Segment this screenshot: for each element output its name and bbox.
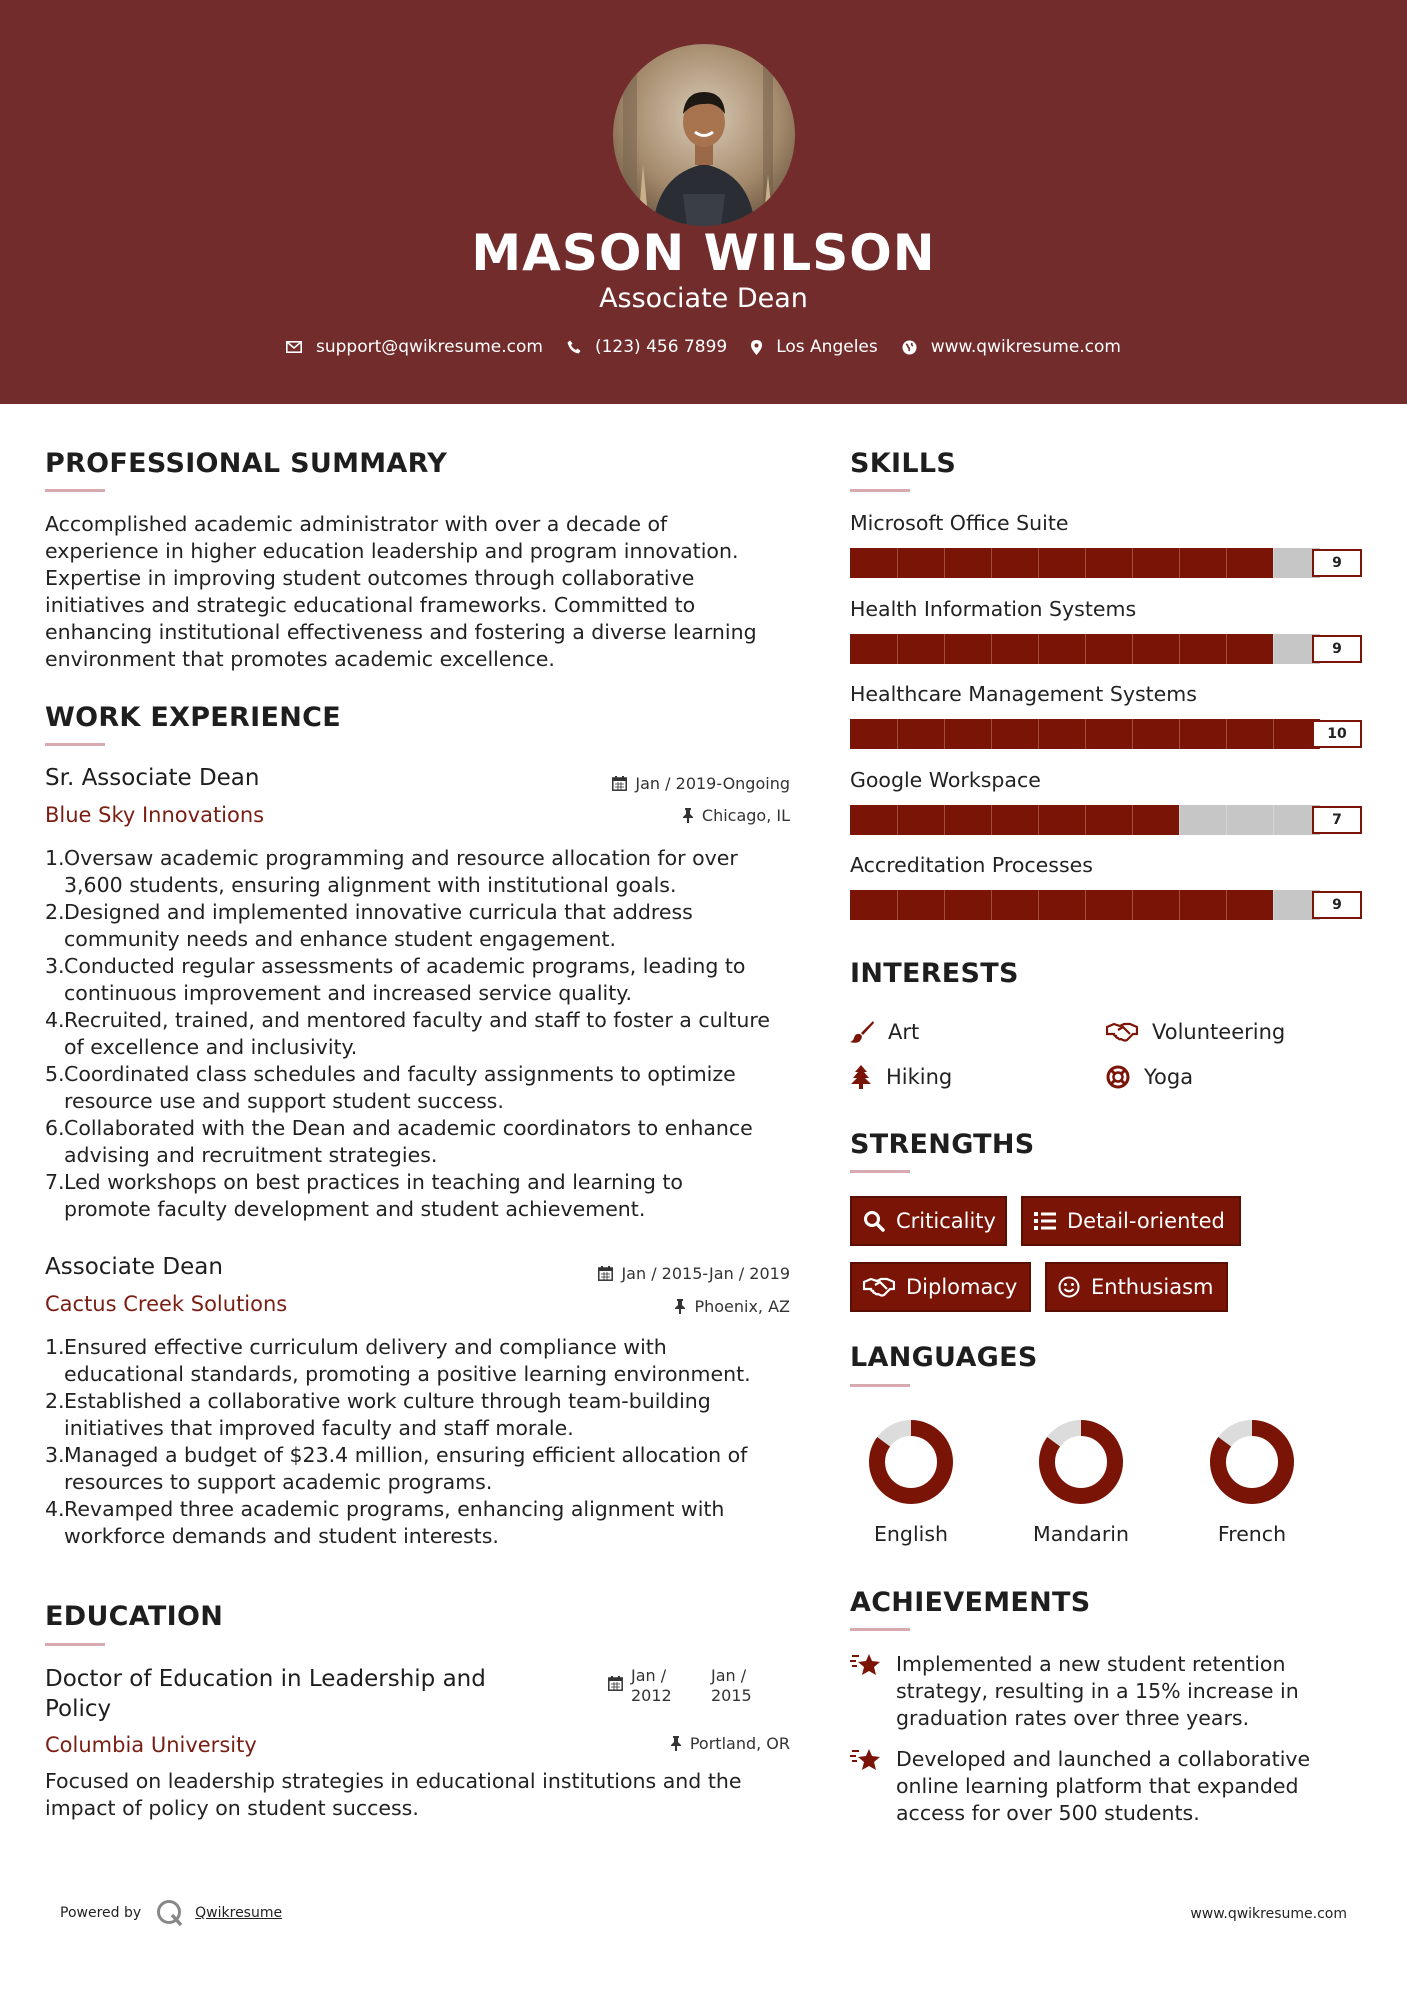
- list-line: Established a collaborative work culture through team-building: [64, 1389, 711, 1413]
- summary-line: Expertise in improving student outcomes through collaborative: [45, 566, 695, 590]
- paintbrush-icon: [850, 1020, 874, 1044]
- skill-bar-segment: [1038, 634, 1039, 664]
- interest-item: [850, 1065, 952, 1089]
- summary-line: enhancing institutional effectiveness and fostering a diverse learning: [45, 620, 757, 644]
- skill-bar-segment: [897, 719, 898, 749]
- strength-label: Diplomacy: [906, 1275, 1018, 1299]
- skill-bar-segment: [1179, 548, 1180, 578]
- list-line: Designed and implemented innovative curricula that address: [64, 900, 693, 924]
- skill-score: 9: [1312, 891, 1362, 919]
- job-bullets: [45, 1334, 805, 1550]
- date-part: 2015: [711, 1686, 752, 1705]
- skill-bar-segment: [1273, 548, 1274, 578]
- achievements-heading: ACHIEVEMENTS: [850, 1587, 1091, 1618]
- job-company: Blue Sky Innovations: [45, 803, 265, 827]
- skill-bar-segment: [944, 805, 945, 835]
- list-item: [45, 1496, 805, 1550]
- strength-chip-enthusiasm: [1045, 1262, 1228, 1312]
- skill-bar-segment: [897, 634, 898, 664]
- skill-score: 9: [1312, 635, 1362, 663]
- resume-header: [0, 0, 1407, 404]
- map-pin-icon: [751, 340, 762, 355]
- powered-by-label: Powered by: [60, 1905, 142, 1921]
- list-line: Conducted regular assessments of academic programs, leading to: [64, 954, 746, 978]
- job-location-text: Chicago, IL: [701, 806, 790, 825]
- skill-bar-segment: [1038, 719, 1039, 749]
- education-end: [711, 1666, 752, 1706]
- skill-bar-segment: [991, 719, 992, 749]
- skill-bar-segment: [1226, 805, 1227, 835]
- language-donut: [1208, 1418, 1296, 1506]
- contact-website-text: www.qwikresume.com: [930, 337, 1121, 357]
- skill-bar-segment: [1179, 719, 1180, 749]
- pin-icon: [670, 1736, 682, 1751]
- skill-bar-segment: [1132, 634, 1133, 664]
- education-dates: [608, 1666, 752, 1706]
- job-title: Sr. Associate Dean: [45, 765, 260, 791]
- strength-chip-detail-oriented: [1021, 1196, 1241, 1246]
- skill-bar-segment: [1132, 548, 1133, 578]
- school-name: Columbia University: [45, 1733, 257, 1757]
- globe-icon: [902, 340, 917, 355]
- list-number: 4.: [45, 1497, 65, 1521]
- languages-underline: [850, 1384, 910, 1387]
- summary-line: environment that promotes academic excellence.: [45, 647, 555, 671]
- star-medal-icon: [850, 1746, 884, 1774]
- language-donut: [867, 1418, 955, 1506]
- education-heading: EDUCATION: [45, 1601, 224, 1632]
- achievement-line: access for over 500 students.: [896, 1801, 1200, 1825]
- job-location: [682, 806, 790, 825]
- skill-bar-segment: [1179, 805, 1180, 835]
- skill-name: Accreditation Processes: [850, 853, 1093, 877]
- summary-heading: PROFESSIONAL SUMMARY: [45, 448, 448, 479]
- skill-score: 9: [1312, 549, 1362, 577]
- list-line: Recruited, trained, and mentored faculty and staff to foster a culture: [64, 1008, 770, 1032]
- list-line: community needs and enhance student engagement.: [64, 927, 616, 951]
- skill-bar-segment: [1273, 890, 1274, 920]
- list-item: [45, 899, 805, 953]
- contact-email-text: support@qwikresume.com: [316, 337, 543, 357]
- list-line: initiatives that improved faculty and staff morale.: [64, 1416, 574, 1440]
- achievement-item: [850, 1651, 1350, 1736]
- skill-bar-segment: [1226, 719, 1227, 749]
- list-line: workforce demands and student interests.: [64, 1524, 499, 1548]
- skill-bar-segment: [1085, 805, 1086, 835]
- job-dates: [612, 774, 790, 793]
- skill-bar-segment: [991, 805, 992, 835]
- skill-bar-fill: [850, 805, 1179, 835]
- list-number: 7.: [45, 1170, 65, 1194]
- list-item: [45, 845, 805, 899]
- language-item: [846, 1418, 976, 1546]
- strengths-heading: STRENGTHS: [850, 1129, 1035, 1160]
- list-number: 3.: [45, 1443, 65, 1467]
- education-line: impact of policy on student success.: [45, 1796, 419, 1820]
- interest-item: [850, 1020, 919, 1044]
- contact-phone-text: (123) 456 7899: [594, 337, 728, 357]
- skill-bar-segment: [991, 634, 992, 664]
- skill-bar-segment: [1132, 805, 1133, 835]
- calendar-icon: [608, 1676, 623, 1691]
- list-line: Oversaw academic programming and resource allocation for over: [64, 846, 738, 870]
- skill-bar-segment: [944, 634, 945, 664]
- experience-heading: WORK EXPERIENCE: [45, 702, 341, 733]
- skill-bar: [850, 634, 1362, 664]
- experience-underline: [45, 743, 105, 746]
- skill-bar: [850, 719, 1362, 749]
- date-part: Jan /: [631, 1666, 667, 1685]
- list-line: of excellence and inclusivity.: [64, 1035, 358, 1059]
- list-number: 5.: [45, 1062, 65, 1086]
- language-donut: [1037, 1418, 1125, 1506]
- education-location: [670, 1734, 790, 1753]
- profile-photo-image: [613, 44, 795, 226]
- degree-line: Doctor of Education in Leadership and: [45, 1666, 486, 1692]
- skill-bar-segment: [1085, 719, 1086, 749]
- list-item: [45, 1388, 805, 1442]
- list-line: 3,600 students, ensuring alignment with institutional goals.: [64, 873, 677, 897]
- skill-bar-segment: [1179, 634, 1180, 664]
- skill-bar-segment: [897, 805, 898, 835]
- skill-bar: [850, 890, 1362, 920]
- degree-line: Policy: [45, 1696, 112, 1722]
- list-item: [45, 1007, 805, 1061]
- list-item: [45, 1334, 805, 1388]
- skill-bar-segment: [1273, 634, 1274, 664]
- job-title: Associate Dean: [45, 1254, 223, 1280]
- list-number: 6.: [45, 1116, 65, 1140]
- handshake-icon: [863, 1277, 895, 1297]
- footer-website[interactable]: www.qwikresume.com: [1190, 1906, 1347, 1922]
- pin-icon: [674, 1299, 686, 1314]
- contact-email[interactable]: [286, 337, 543, 357]
- skill-name: Health Information Systems: [850, 596, 1137, 621]
- skill-bar-segment: [944, 890, 945, 920]
- achievement-text: [896, 1746, 1356, 1827]
- list-number: 1.: [45, 846, 65, 870]
- language-name: English: [873, 1522, 949, 1546]
- interest-label: Hiking: [886, 1065, 953, 1089]
- contact-phone[interactable]: [567, 337, 727, 357]
- job-dates-text: Jan / 2015-Jan / 2019: [621, 1264, 790, 1283]
- strengths-underline: [850, 1170, 910, 1173]
- interest-item: [1106, 1065, 1193, 1089]
- list-line: Led workshops on best practices in teaching and learning to: [64, 1170, 683, 1194]
- interest-item: [1106, 1020, 1285, 1044]
- list-number: 1.: [45, 1335, 65, 1359]
- list-icon: [1034, 1212, 1056, 1230]
- skill-bar-segment: [1273, 719, 1274, 749]
- contact-website[interactable]: [902, 337, 1121, 357]
- summary-line: experience in higher education leadership and program innovation.: [45, 539, 739, 563]
- list-line: resource use and support student success.: [64, 1089, 504, 1113]
- list-line: promote faculty development and student achievement.: [64, 1197, 646, 1221]
- achievement-line: Implemented a new student retention: [896, 1652, 1286, 1676]
- skill-score: 10: [1312, 720, 1362, 748]
- skill-bar-segment: [897, 548, 898, 578]
- achievement-line: online learning platform that expanded: [896, 1774, 1299, 1798]
- calendar-icon: [612, 776, 627, 791]
- summary-line: initiatives and strategic educational frameworks. Committed to: [45, 593, 696, 617]
- search-icon: [863, 1210, 885, 1232]
- skill-name: Google Workspace: [850, 767, 1041, 792]
- skill-score: 7: [1312, 806, 1362, 834]
- date-part: 2012: [631, 1686, 672, 1705]
- list-item: [45, 1442, 805, 1496]
- skill-bar-fill: [850, 890, 1273, 920]
- strength-label: Detail-oriented: [1067, 1209, 1225, 1233]
- skill-bar: [850, 805, 1362, 835]
- achievement-line: graduation rates over three years.: [896, 1706, 1250, 1730]
- education-line: Focused on leadership strategies in educational institutions and the: [45, 1769, 742, 1793]
- skill-bar-segment: [1038, 805, 1039, 835]
- job-bullets: [45, 845, 805, 1223]
- summary-underline: [45, 489, 105, 492]
- strength-chip-criticality: [850, 1196, 1007, 1246]
- pin-icon: [682, 808, 694, 823]
- skill-bar-segment: [1226, 548, 1227, 578]
- skill-name: Microsoft Office Suite: [850, 511, 1069, 535]
- list-item: [45, 1115, 805, 1169]
- calendar-icon: [598, 1266, 613, 1281]
- language-name: French: [1217, 1522, 1287, 1546]
- skill-bar-fill: [850, 548, 1273, 578]
- achievement-line: Developed and launched a collaborative: [896, 1747, 1311, 1771]
- skill-bar-segment: [1273, 805, 1274, 835]
- skill-bar-segment: [1179, 890, 1180, 920]
- achievement-line: strategy, resulting in a 15% increase in: [896, 1679, 1299, 1703]
- interests-heading: INTERESTS: [850, 958, 1019, 989]
- job-company: Cactus Creek Solutions: [45, 1292, 288, 1316]
- footer-powered-by: [60, 1898, 282, 1928]
- job-location: [674, 1297, 790, 1316]
- education-underline: [45, 1643, 105, 1646]
- skills-underline: [850, 489, 910, 492]
- education-location-text: Portland, OR: [689, 1734, 790, 1753]
- phone-icon: [567, 340, 581, 354]
- list-number: 4.: [45, 1008, 65, 1032]
- skills-heading: SKILLS: [850, 448, 957, 479]
- skill-bar-segment: [1132, 719, 1133, 749]
- education-description: [45, 1768, 815, 1822]
- list-number: 3.: [45, 954, 65, 978]
- lifering-icon: [1106, 1065, 1130, 1089]
- contact-location-text: Los Angeles: [776, 337, 878, 357]
- list-line: continuous improvement and increased service quality.: [64, 981, 633, 1005]
- contact-bar: [0, 337, 1407, 357]
- interest-label: Volunteering: [1152, 1020, 1286, 1044]
- skill-bar-segment: [1085, 890, 1086, 920]
- achievements-underline: [850, 1628, 910, 1631]
- degree-title: [45, 1664, 486, 1724]
- star-medal-icon: [850, 1651, 884, 1679]
- skill-bar-segment: [1085, 634, 1086, 664]
- list-item: [45, 1061, 805, 1115]
- skill-bar-segment: [1038, 548, 1039, 578]
- language-item: [1187, 1418, 1317, 1546]
- envelope-icon: [286, 341, 302, 353]
- summary-text: [45, 511, 805, 673]
- strength-label: Enthusiasm: [1091, 1275, 1214, 1299]
- skill-bar-segment: [1132, 890, 1133, 920]
- list-line: Coordinated class schedules and faculty assignments to optimize: [64, 1062, 736, 1086]
- job-dates: [598, 1264, 790, 1283]
- skill-bar-segment: [944, 548, 945, 578]
- profile-photo: [613, 44, 795, 226]
- tree-icon: [850, 1065, 872, 1089]
- skill-bar-segment: [1226, 890, 1227, 920]
- skill-bar-fill: [850, 634, 1273, 664]
- list-line: Managed a budget of $23.4 million, ensuring efficient allocation of: [64, 1443, 748, 1467]
- job-dates-text: Jan / 2019-Ongoing: [635, 774, 790, 793]
- languages-heading: LANGUAGES: [850, 1342, 1038, 1373]
- interest-label: Yoga: [1144, 1065, 1194, 1089]
- job-location-text: Phoenix, AZ: [694, 1297, 790, 1316]
- strength-label: Criticality: [896, 1209, 996, 1233]
- achievement-item: [850, 1746, 1350, 1831]
- skill-bar-segment: [991, 890, 992, 920]
- skill-name: Healthcare Management Systems: [850, 682, 1197, 706]
- list-number: 2.: [45, 900, 65, 924]
- date-part: Jan /: [711, 1666, 747, 1685]
- skill-bar-segment: [944, 719, 945, 749]
- education-start: [631, 1666, 711, 1706]
- summary-line: Accomplished academic administrator with over a decade of: [45, 512, 668, 536]
- achievement-text: [896, 1651, 1356, 1732]
- list-line: Ensured effective curriculum delivery and compliance with: [64, 1335, 667, 1359]
- list-item: [45, 953, 805, 1007]
- list-item: [45, 1169, 805, 1223]
- skill-bar-segment: [991, 548, 992, 578]
- list-number: 2.: [45, 1389, 65, 1413]
- qwikresume-logo-icon: [155, 1898, 185, 1928]
- smile-icon: [1058, 1276, 1080, 1298]
- list-line: advising and recruitment strategies.: [64, 1143, 438, 1167]
- candidate-title: Associate Dean: [599, 283, 808, 314]
- list-line: educational standards, promoting a positive learning environment.: [64, 1362, 751, 1386]
- skill-bar-segment: [897, 890, 898, 920]
- qwikresume-link[interactable]: Qwikresume: [195, 1905, 283, 1921]
- skill-bar-segment: [1038, 890, 1039, 920]
- skill-bar-segment: [1226, 634, 1227, 664]
- interest-label: Art: [888, 1020, 920, 1044]
- skill-bar: [850, 548, 1362, 578]
- skill-bar-segment: [1085, 548, 1086, 578]
- list-line: resources to support academic programs.: [64, 1470, 493, 1494]
- language-name: Mandarin: [1033, 1522, 1129, 1546]
- list-line: Revamped three academic programs, enhancing alignment with: [64, 1497, 725, 1521]
- contact-location: [751, 337, 878, 357]
- language-item: [1016, 1418, 1146, 1546]
- list-line: Collaborated with the Dean and academic coordinators to enhance: [64, 1116, 753, 1140]
- candidate-name: MASON WILSON: [471, 224, 936, 282]
- handshake-icon: [1106, 1022, 1138, 1042]
- strength-chip-diplomacy: [850, 1262, 1031, 1312]
